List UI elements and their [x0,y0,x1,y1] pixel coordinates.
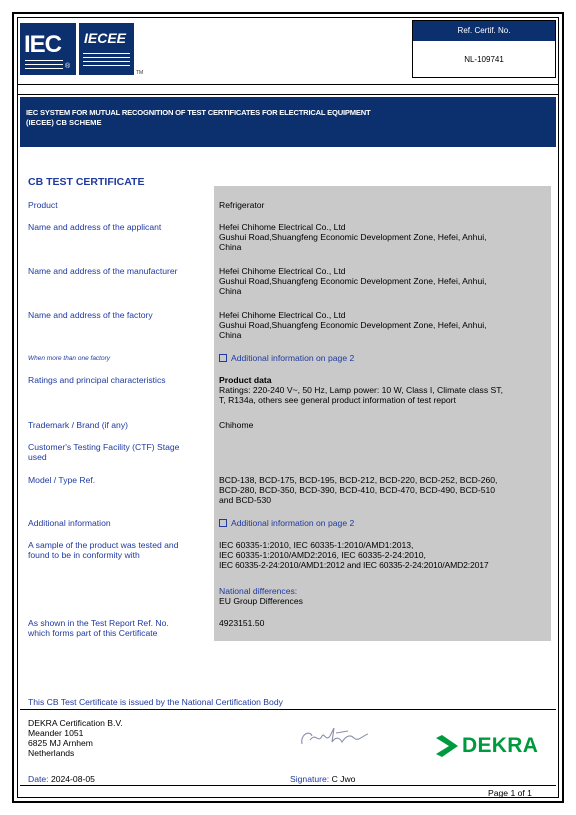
date-label: Date: [28,774,49,784]
more-factory-label: When more than one factory [28,355,111,362]
page-number: Page 1 of 1 [488,788,532,798]
standard-line-3: IEC 60335-2-24:2010/AMD1:2012 and IEC 60335-2-24:2010/AMD2:2017 [219,560,489,570]
banner-line-2: (IECEE) CB SCHEME [26,118,102,127]
trademark-label: Trademark / Brand (if any) [28,420,128,430]
issued-statement: This CB Test Certificate is issued by the National Certification Body [28,697,283,707]
checkbox-icon [219,519,227,527]
additional-link[interactable] [219,518,354,528]
trademark-mark: TM [136,70,144,76]
ratings-line-2: T, R134a, others see general product information of test report [219,395,456,405]
ncb-city: 6825 MJ Arnhem [28,738,93,748]
additional-text: Additional information on page 2 [231,518,355,528]
manufacturer-country: China [219,286,242,296]
ref-number: NL-109741 [464,55,504,64]
certificate-title: CB TEST CERTIFICATE [28,176,145,188]
ncb-name: DEKRA Certification B.V. [28,718,123,728]
date-value: 2024-08-05 [50,774,95,784]
dekra-logo-text: DEKRA [462,734,539,757]
factory-name: Hefei Chihome Electrical Co., Ltd [219,310,346,320]
model-line-2: BCD-280, BCD-350, BCD-390, BCD-410, BCD-470, BCD-490, BCD-510 [219,485,496,495]
report-label-1: As shown in the Test Report Ref. No. [28,618,169,628]
handwritten-signature [296,722,386,752]
iec-logo [20,23,76,75]
signature-name: C Jwo [331,774,356,784]
report-label-2: which forms part of this Certificate [28,628,158,638]
standard-line-1: IEC 60335-1:2010, IEC 60335-1:2010/AMD1:2013, [219,540,414,550]
manufacturer-name: Hefei Chihome Electrical Co., Ltd [219,266,346,276]
ref-title: Ref. Certif. No. [457,26,511,35]
ctf-label-1: Customer's Testing Facility (CTF) Stage [28,442,180,452]
trademark-value: Chihome [219,420,254,430]
signature-label: Signature: [290,774,330,784]
banner-line-1: IEC SYSTEM FOR MUTUAL RECOGNITION OF TEST CERTIFICATES FOR ELECTRICAL EQUIPMENT [26,108,371,117]
sample-label-2: found to be in conformity with [28,550,140,560]
date-field [28,774,95,784]
manufacturer-address: Gushui Road,Shuangfeng Economic Development Zone, Hefei, Anhui, [219,276,487,286]
more-factory-link[interactable] [219,353,354,363]
factory-label: Name and address of the factory [28,310,153,320]
iecee-logo-text: IECEE [84,30,127,46]
ncb-address [28,718,123,758]
ncb-street: Meander 1051 [28,728,84,738]
ratings-label: Ratings and principal characteristics [28,375,166,385]
national-differences-value: EU Group Differences [219,596,303,606]
ncb-country: Netherlands [28,748,75,758]
product-value: Refrigerator [219,200,265,210]
ctf-label-2: used [28,452,47,462]
product-label: Product [28,200,58,210]
ratings-line-1: Ratings: 220-240 V~, 50 Hz, Lamp power: 10 W, Class I, Climate class ST, [219,385,503,395]
sample-label-1: A sample of the product was tested and [28,540,179,550]
checkbox-icon [219,354,227,362]
iecee-logo [79,23,134,75]
signature-field [290,774,355,784]
scheme-banner [20,97,556,147]
manufacturer-label: Name and address of the manufacturer [28,266,178,276]
model-line-3: and BCD-530 [219,495,272,505]
national-differences-label: National differences: [219,586,298,596]
model-line-1: BCD-138, BCD-175, BCD-195, BCD-212, BCD-220, BCD-252, BCD-260, [219,475,498,485]
applicant-label: Name and address of the applicant [28,222,162,232]
dekra-logo [436,733,546,759]
values-panel [214,186,551,641]
model-label: Model / Type Ref. [28,475,96,485]
factory-country: China [219,330,242,340]
report-number: 4923151.50 [219,618,265,628]
factory-address: Gushui Road,Shuangfeng Economic Development Zone, Hefei, Anhui, [219,320,487,330]
dekra-arrow-icon [436,735,458,757]
signature-scribble [296,722,386,752]
applicant-country: China [219,242,242,252]
registered-mark: ® [65,63,71,70]
iec-logo-text: IEC [24,31,62,58]
additional-label: Additional information [28,518,111,528]
applicant-address: Gushui Road,Shuangfeng Economic Development Zone, Hefei, Anhui, [219,232,487,242]
ratings-heading: Product data [219,375,272,385]
applicant-name: Hefei Chihome Electrical Co., Ltd [219,222,346,232]
ref-title-bar [413,21,555,41]
more-factory-text: Additional information on page 2 [231,353,355,363]
ref-box [412,20,556,78]
standard-line-2: IEC 60335-1:2010/AMD2:2016, IEC 60335-2-24:2010, [219,550,426,560]
